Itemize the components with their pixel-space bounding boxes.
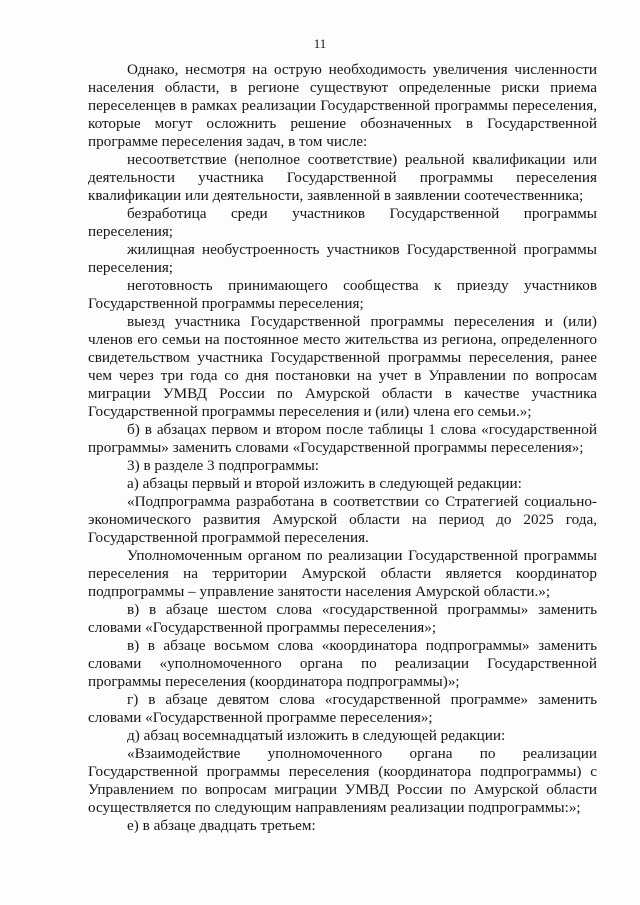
paragraph-amendment-e: е) в абзаце двадцать третьем: [127,817,316,834]
paragraph-amendment-b: б) в абзацах первом и втором после таблицы 1 слова «государственной программы» заменить словами «Государственной программы переселения»; [88,421,597,456]
paragraph-amendment-d: д) абзац восемнадцатый изложить в следующей редакции: [127,727,506,744]
paragraph-amendment-g-ninth: г) в абзаце девятом слова «государственной программе» заменить словами «Государственной программе переселения»; [88,691,597,726]
paragraph-quote-interaction: «Взаимодействие уполномоченного органа по реализации Государственной программы переселения (координатора подпрограммы) с Управлением по вопросам миграции УМВД России по Амурской области осуществляется по следующим направлениям реализации подпрограммы:»; [88,745,597,816]
paragraph-quote-strategy: «Подпрограмма разработана в соответствии со Стратегией социально-экономического развития Амурской области на период до 2025 года, Государственной программой переселения. [88,493,597,546]
document-body [88,61,597,835]
paragraph-risk-unemployment: безработица среди участников Государственной программы переселения; [88,205,597,240]
paragraph-risk-housing: жилищная необустроенность участников Государственной программы переселения; [88,241,597,276]
paragraph-risk-community: неготовность принимающего сообщества к приезду участников Государственной программы переселения; [88,277,597,312]
paragraph-amendment-b-sixth: в) в абзаце шестом слова «государственной программы» заменить словами «Государственной программы переселения»; [88,601,597,636]
paragraph-risk-qualification: несоответствие (неполное соответствие) реальной квалификации или деятельности участника Государственной программы переселения квалификации или деятельности, заявленной в заявлении соотечественника; [88,151,597,204]
paragraph-authorized-body: Уполномоченным органом по реализации Государственной программы переселения на территории Амурской области является координатор подпрограммы – управление занятости населения Амурской области.»; [88,547,597,600]
paragraph-section-3: 3) в разделе 3 подпрограммы: [127,457,319,474]
paragraph-risk-departure: выезд участника Государственной программы переселения и (или) членов его семьи на постоянное место жительства из региона, определенного свидетельством участника Государственной программы переселения, ранее чем через три года со дня постановки на учет в Управлении по вопросам миграции УМВД России по Амурской области в качестве участника Государственной программы переселения и (или) члена его семьи.»; [88,313,597,420]
page-number: 11 [313,36,327,51]
paragraph-intro: Однако, несмотря на острую необходимость увеличения численности населения области, в регионе существуют определенные риски приема переселенцев в рамках реализации Государственной программы переселения, которые могут осложнить решение обозначенных в Государственной программе переселения задач, в том числе: [88,61,597,150]
paragraph-amendment-a: а) абзацы первый и второй изложить в следующей редакции: [127,475,522,492]
paragraph-amendment-v-eighth: в) в абзаце восьмом слова «координатора подпрограммы» заменить словами «уполномоченного органа по реализации Государственной программы переселения (координатора подпрограммы)»; [88,637,597,690]
